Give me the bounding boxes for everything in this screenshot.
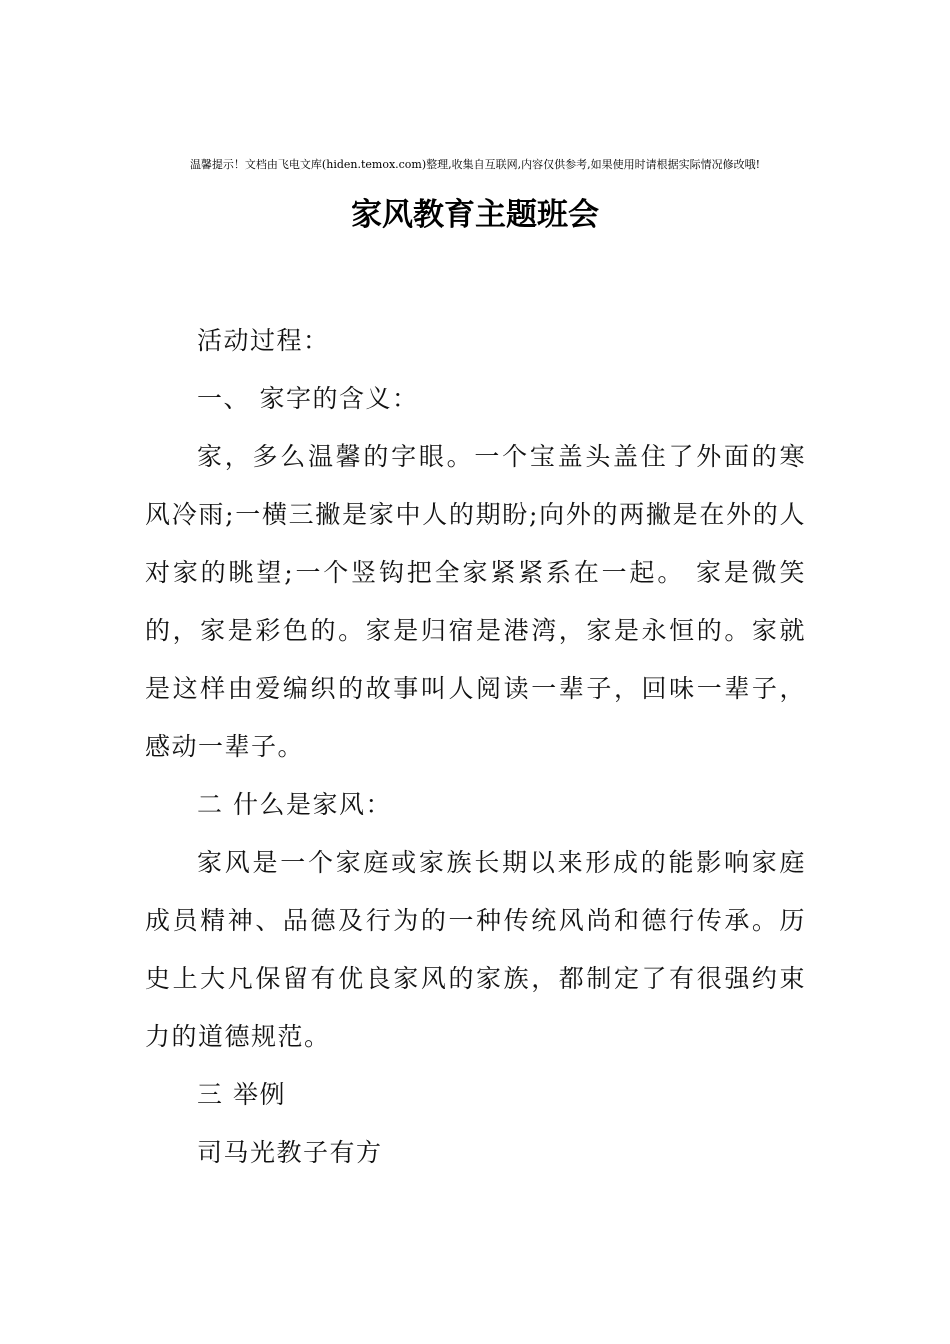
section-heading-meaning-of-jia: 一、 家字的含义： [197,384,419,413]
header-notice: 温馨提示！文档由飞电文库(hiden.temox.com)整理,收集自互联网,内容仅供参考,如果使用时请根据实际情况修改哦! [189,158,761,171]
paragraph-family-style-definition: 家风是一个家庭或家族长期以来形成的能影响家庭成员精神、品德及行为的一种传统风尚和德行传承。历史上大凡保留有优良家风的家族，都制定了有很强约束力的道德规范。 [145,848,806,1051]
section-heading-activity-process: 活动过程： [197,326,330,355]
document-title: 家风教育主题班会 [351,197,599,233]
section-heading-what-is-family-style: 二 什么是家风： [197,790,392,819]
example-title-sima-guang: 司马光教子有方 [197,1138,383,1167]
paragraph-meaning-of-jia: 家，多么温馨的字眼。一个宝盖头盖住了外面的寒风冷雨;一横三撇是家中人的期盼;向外的两撇是在外的人对家的眺望;一个竖钩把全家紧紧系在一起。 家是微笑的，家是彩色的。家是归宿是港湾，家是永恒的。家就是这样由爱编织的故事叫人阅读一辈子，回味一辈子，感动一辈子。 [145,442,806,761]
section-heading-examples: 三 举例 [197,1080,286,1109]
document-body [145,312,806,1182]
